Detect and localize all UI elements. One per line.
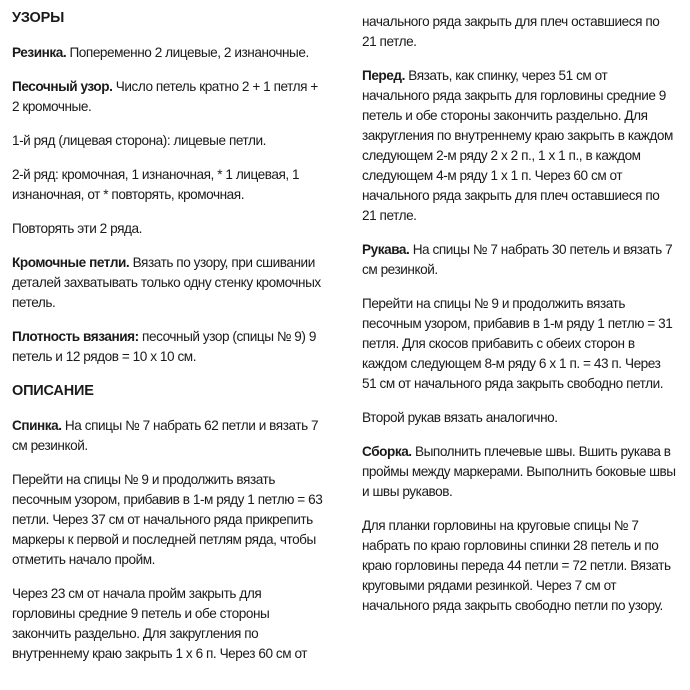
neck-line-1: Для планки горловины на круговые спицы № 7 [362, 518, 639, 533]
sand-paragraph [12, 77, 345, 117]
edge-line-2: деталей захватывать только одну стенку кромочных [12, 275, 321, 290]
heading-description: ОПИСАНИЕ [12, 383, 94, 399]
neck-paragraph [362, 516, 684, 616]
sleeve2-paragraph [362, 294, 684, 394]
sleeve-paragraph [362, 240, 684, 280]
assembly-line-2: проймы между маркерами. Выполнить боковые швы [362, 464, 676, 479]
neck-line-4: круговыми рядами резинкой. Через 7 см от [362, 578, 617, 593]
back-line-2: см резинкой. [12, 438, 88, 453]
front-line-4: закругления по внутреннему краю закрыть в каждом [362, 128, 673, 143]
front-line-6: следующем 4-м ряду 1 х 1 п. Через 60 см от [362, 168, 623, 183]
rib-paragraph [12, 43, 345, 63]
back3-line-3: закончить раздельно. Для закругления по [12, 626, 259, 641]
back2-line-2: песочным узором, прибавив в 1-м ряду 1 петлю = 63 [12, 492, 323, 507]
front-line-1: Перед. Вязать, как спинку, через 51 см от [362, 68, 608, 83]
front-paragraph [362, 66, 684, 226]
back3-paragraph [12, 584, 345, 664]
edge-line-3: петель. [12, 295, 56, 310]
assembly-paragraph [362, 442, 684, 502]
assembly-line-3: и швы рукавов. [362, 484, 453, 499]
front-line-2: начального ряда закрыть для горловины средние 9 [362, 88, 666, 103]
sleeve2-line-3: петля. Для скосов прибавить с обеих сторон в [362, 336, 635, 351]
sleeve2-line-5: 51 см от начального ряда закрыть свободно петли. [362, 376, 664, 391]
sleeve2-line-4: каждом следующем 8-м ряду 6 х 1 п. = 43 п. Через [362, 356, 661, 371]
sand-label: Песочный узор. [12, 79, 113, 94]
back-end-paragraph [362, 12, 684, 52]
neck-line-3: краю горловины переда 44 петли = 72 петли. Вязать [362, 558, 671, 573]
back-end-line-1: начального ряда закрыть для плеч оставшиеся по [362, 14, 660, 29]
right-column [362, 12, 684, 630]
repeat-paragraph: Повторять эти 2 ряда. [12, 221, 142, 236]
row1-paragraph: 1-й ряд (лицевая сторона): лицевые петли. [12, 133, 266, 148]
edge-paragraph [12, 253, 345, 313]
assembly-line-1: Сборка. Выполнить плечевые швы. Вшить рукава в [362, 444, 671, 459]
back-line-1: Спинка. На спицы № 7 набрать 62 петли и вязать 7 [12, 418, 319, 433]
sleeve-label: Рукава. [362, 242, 410, 257]
back-end-line-2: 21 петле. [362, 34, 417, 49]
row2-paragraph [12, 165, 345, 205]
density-paragraph [12, 327, 345, 367]
back2-paragraph [12, 470, 345, 570]
edge-label: Кромочные петли. [12, 255, 130, 270]
back3-line-1: Через 23 см от начала пройм закрыть для [12, 586, 262, 601]
density-label: Плотность вязания: [12, 329, 139, 344]
neck-line-2: набрать по краю горловины спинки 28 петель и по [362, 538, 659, 553]
back2-line-5: отметить начало пройм. [12, 552, 155, 567]
left-column [12, 8, 345, 678]
row2-line-2: изнаночная, от * повторять, кромочная. [12, 187, 245, 202]
sand-line-1: Песочный узор. Число петель кратно 2 + 1 петля + [12, 79, 318, 94]
heading-patterns: УЗОРЫ [12, 10, 65, 26]
front-line-7: начального ряда закрыть для плеч оставшиеся по [362, 188, 660, 203]
back-label: Спинка. [12, 418, 62, 433]
front-label: Перед. [362, 68, 405, 83]
front-line-5: следующем 2-м ряду 2 х 2 п., 1 х 1 п., в каждом [362, 148, 641, 163]
density-line-2: петель и 12 рядов = 10 х 10 см. [12, 349, 197, 364]
sleeve-line-2: см резинкой. [362, 262, 438, 277]
back-paragraph [12, 416, 345, 456]
front-line-8: 21 петле. [362, 208, 417, 223]
sleeve2-line-1: Перейти на спицы № 9 и продолжить вязать [362, 296, 625, 311]
sleeve-line-1: Рукава. На спицы № 7 набрать 30 петель и вязать 7 [362, 242, 673, 257]
back2-line-4: маркеры к первой и последней петлям ряда, чтобы [12, 532, 316, 547]
assembly-label: Сборка. [362, 444, 412, 459]
back3-line-4: внутреннему краю закрыть 1 х 6 п. Через 60 см от [12, 646, 308, 661]
front-line-3: петель и обе стороны закончить раздельно. Для [362, 108, 648, 123]
back2-line-1: Перейти на спицы № 9 и продолжить вязать [12, 472, 275, 487]
back3-line-2: горловины средние 9 петель и обе стороны [12, 606, 270, 621]
back2-line-3: петли. Через 37 см от начального ряда прикрепить [12, 512, 313, 527]
neck-line-5: начального ряда закрыть свободно петли по узору. [362, 598, 663, 613]
row2-line-1: 2-й ряд: кромочная, 1 изнаночная, * 1 лицевая, 1 [12, 167, 300, 182]
rib-label: Резинка. [12, 45, 67, 60]
sand-line-2: 2 кромочные. [12, 99, 92, 114]
sleeve3-paragraph: Второй рукав вязать аналогично. [362, 410, 558, 425]
sleeve2-line-2: песочным узором, прибавив в 1-м ряду 1 петлю = 31 [362, 316, 673, 331]
rib-text: Попеременно 2 лицевые, 2 изнаночные. [69, 45, 309, 60]
edge-line-1: Кромочные петли. Вязать по узору, при сшивании [12, 255, 315, 270]
density-line-1: Плотность вязания: песочный узор (спицы № 9) 9 [12, 329, 316, 344]
